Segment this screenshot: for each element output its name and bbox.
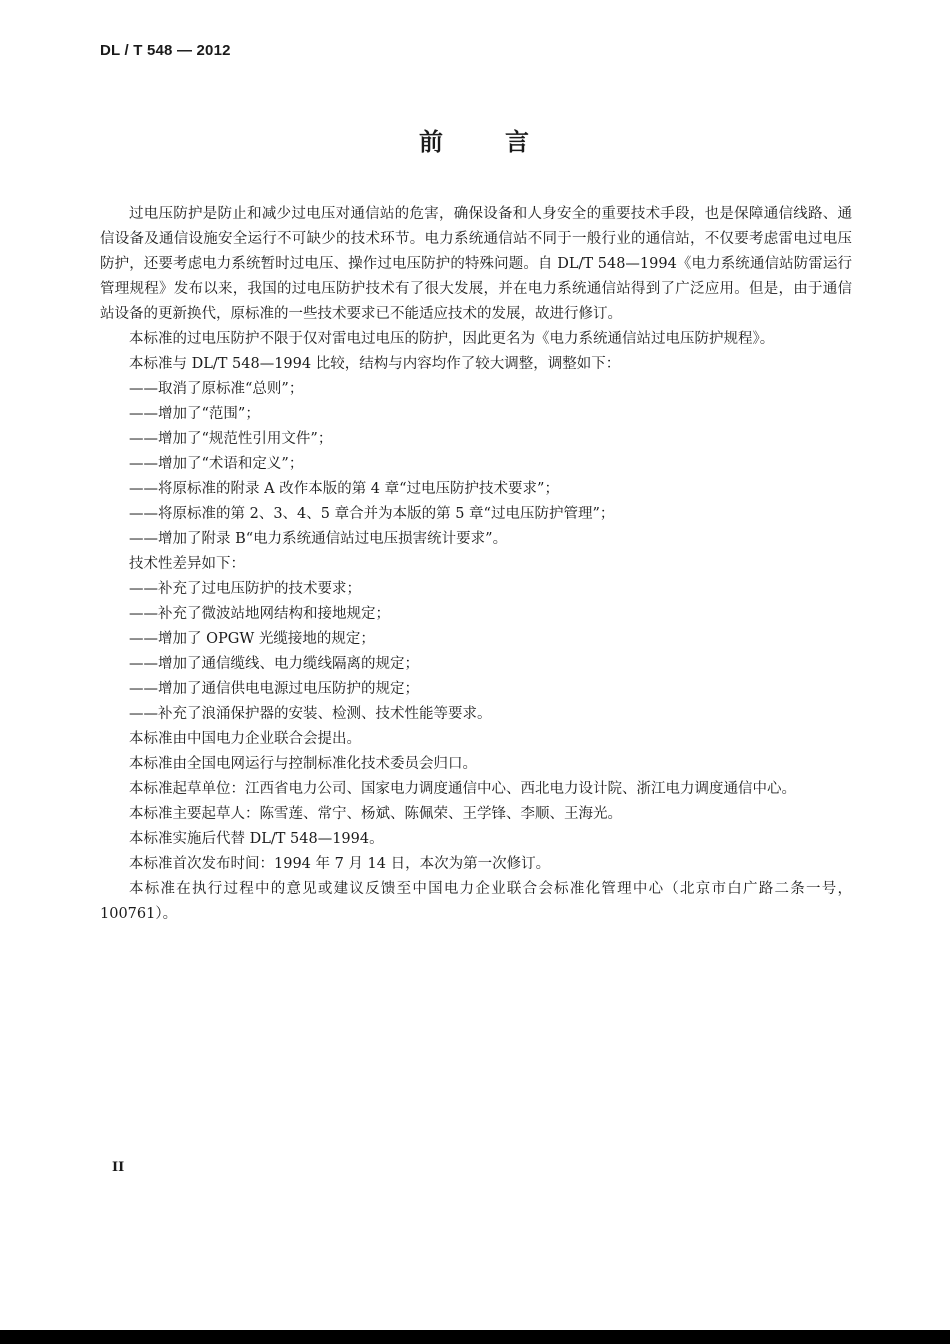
page-title	[0, 122, 950, 157]
title-char-2: 言	[505, 128, 531, 156]
list-item: ——补充了浪涌保护器的安装、检测、技术性能等要求。	[129, 706, 492, 722]
paragraph-feedback: 本标准在执行过程中的意见或建议反馈至中国电力企业联合会标准化管理中心（北京市白广路二条一号，100761）。	[100, 881, 852, 922]
list-item: ——增加了通信供电电源过电压防护的规定；	[129, 681, 419, 697]
paragraph-committee: 本标准由全国电网运行与控制标准化技术委员会归口。	[129, 756, 477, 772]
list-item: ——增加了“术语和定义”；	[129, 456, 304, 472]
paragraph-rename: 本标准的过电压防护不限于仅对雷电过电压的防护，因此更名为《电力系统通信站过电压防护规程》。	[129, 331, 775, 347]
paragraph-drafters: 本标准主要起草人：陈雪莲、常宁、杨斌、陈佩荣、王学锋、李顺、王海光。	[129, 806, 622, 822]
list-item: ——补充了微波站地网结构和接地规定；	[129, 606, 390, 622]
bottom-edge-bar	[0, 1330, 950, 1344]
paragraph-proposer: 本标准由中国电力企业联合会提出。	[129, 731, 361, 747]
list-item: ——增加了通信缆线、电力缆线隔离的规定；	[129, 656, 419, 672]
list-item: ——将原标准的附录 A 改作本版的第 4 章“过电压防护技术要求”；	[129, 481, 559, 497]
paragraph-replaces: 本标准实施后代替 DL/T 548—1994。	[129, 831, 384, 847]
foreword-body	[100, 202, 852, 927]
list-item: ——增加了“范围”；	[129, 406, 260, 422]
standard-code: DL / T 548 — 2012	[100, 42, 231, 59]
list-item: ——将原标准的第 2、3、4、5 章合并为本版的第 5 章“过电压防护管理”；	[129, 506, 615, 522]
list-item: ——增加了 OPGW 光缆接地的规定；	[129, 631, 375, 647]
paragraph-release-history: 本标准首次发布时间：1994 年 7 月 14 日，本次为第一次修订。	[129, 856, 551, 872]
list-item: ——增加了“规范性引用文件”；	[129, 431, 333, 447]
structural-changes-list	[100, 377, 852, 552]
technical-changes-list	[100, 577, 852, 727]
list-item: ——补充了过电压防护的技术要求；	[129, 581, 361, 597]
list-item: ——增加了附录 B“电力系统通信站过电压损害统计要求”。	[129, 531, 508, 547]
list-item: ——取消了原标准“总则”；	[129, 381, 304, 397]
title-char-1: 前	[419, 128, 445, 156]
page-number: II	[112, 1160, 125, 1175]
paragraph-comparison: 本标准与 DL/T 548—1994 比较，结构与内容均作了较大调整，调整如下：	[129, 356, 621, 372]
paragraph-technical-diff: 技术性差异如下：	[129, 556, 245, 572]
paragraph-intro: 过电压防护是防止和减少过电压对通信站的危害，确保设备和人身安全的重要技术手段，也是保障通信线路、通信设备及通信设施安全运行不可缺少的技术环节。电力系统通信站不同于一般行业的通信站，不仅要考虑雷电过电压防护，还要考虑电力系统暂时过电压、操作过电压防护的特殊问题。自 DL/T 548—1994《电力系统通信站防雷运行管理规程》发布以来，我国的过电压防护技术有了很大发展，并在电力系统通信站得到了广泛应用。但是，由于通信站设备的更新换代，原标准的一些技术要求已不能适应技术的发展，故进行修订。	[100, 206, 852, 322]
paragraph-drafting-units: 本标准起草单位：江西省电力公司、国家电力调度通信中心、西北电力设计院、浙江电力调度通信中心。	[129, 781, 796, 797]
